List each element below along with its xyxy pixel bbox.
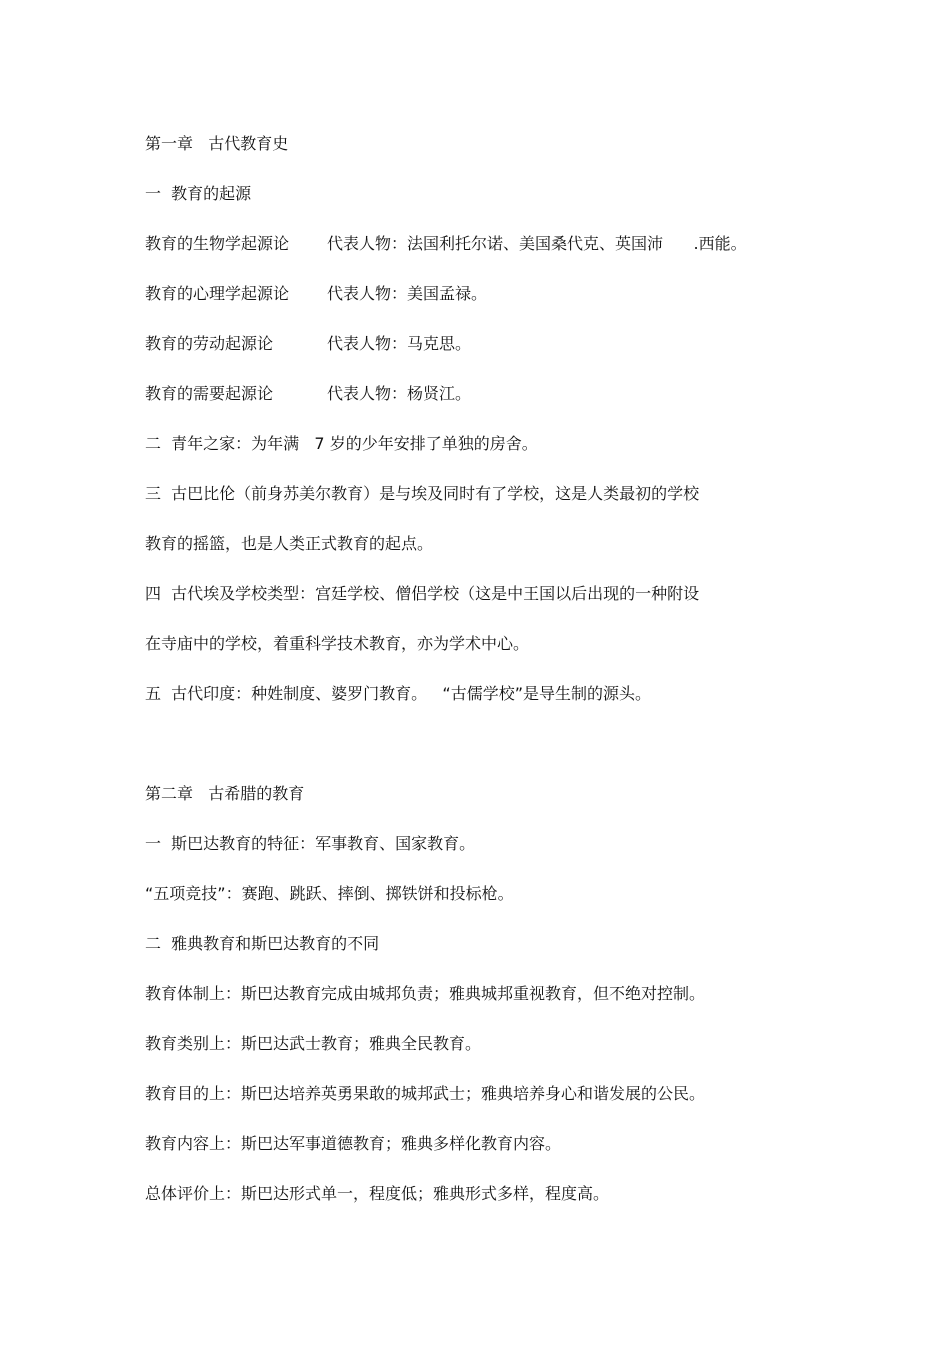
- theory-name: 教育的劳动起源论: [145, 334, 274, 353]
- chapter2-section2-heading: 二 雅典教育和斯巴达教育的不同: [145, 934, 380, 953]
- difference-item: 教育体制上：斯巴达教育完成由城邦负责；雅典城邦重视教育，但不绝对控制。: [145, 984, 706, 1003]
- chapter2-title: 第二章 古希腊的教育: [145, 784, 305, 803]
- chapter1-section3-line2: 教育的摇篮，也是人类正式教育的起点。: [145, 534, 434, 553]
- theory-name: 教育的生物学起源论: [145, 234, 290, 253]
- theory-name: 教育的需要起源论: [145, 384, 274, 403]
- difference-item: 教育类别上：斯巴达武士教育；雅典全民教育。: [145, 1034, 482, 1053]
- chapter2-section1: 一 斯巴达教育的特征：军事教育、国家教育。: [145, 834, 476, 853]
- difference-item: 教育目的上：斯巴达培养英勇果敢的城邦武士；雅典培养身心和谐发展的公民。: [145, 1084, 706, 1103]
- difference-item: 总体评价上：斯巴达形式单一，程度低；雅典形式多样，程度高。: [145, 1184, 610, 1203]
- chapter1-section3-line1: 三 古巴比伦（前身苏美尔教育）是与埃及同时有了学校，这是人类最初的学校: [145, 484, 700, 503]
- difference-item: 教育内容上：斯巴达军事道德教育；雅典多样化教育内容。: [145, 1134, 562, 1153]
- chapter1-section4-line2: 在寺庙中的学校，着重科学技术教育，亦为学术中心。: [145, 634, 530, 653]
- chapter1-section5: 五 古代印度：种姓制度、婆罗门教育。 “古儒学校”是导生制的源头。: [145, 684, 652, 703]
- chapter1-title: 第一章 古代教育史: [145, 134, 289, 153]
- chapter1-section2: 二 青年之家：为年满 7 岁的少年安排了单独的房舍。: [145, 434, 538, 453]
- theory-representative: 代表人物：法国利托尔诺、美国桑代克、英国沛 .西能。: [327, 234, 747, 253]
- chapter2-pentathlon: “五项竞技”：赛跑、跳跃、摔倒、掷铁饼和投标枪。: [145, 884, 514, 903]
- theory-representative: 代表人物：杨贤江。: [327, 384, 472, 403]
- theory-representative: 代表人物：美国孟禄。: [327, 284, 488, 303]
- theory-name: 教育的心理学起源论: [145, 284, 290, 303]
- chapter1-section4-line1: 四 古代埃及学校类型：宫廷学校、僧侣学校（这是中王国以后出现的一种附设: [145, 584, 700, 603]
- chapter1-section1-heading: 一 教育的起源: [145, 184, 252, 203]
- theory-representative: 代表人物：马克思。: [327, 334, 472, 353]
